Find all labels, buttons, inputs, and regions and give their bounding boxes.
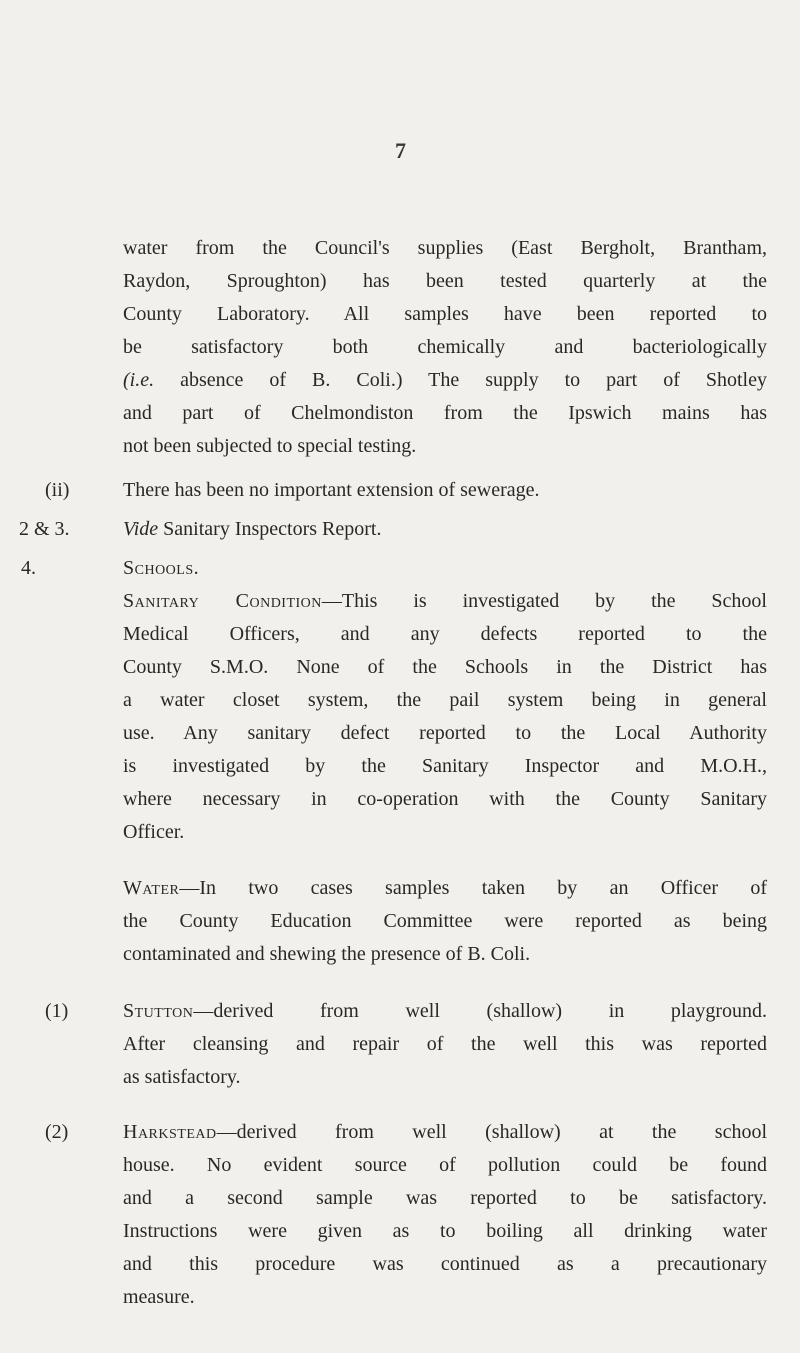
text-line: and a second sample was reported to be satisfactory. (123, 1187, 767, 1209)
text-span: Sanitary Inspectors Report. (158, 518, 382, 540)
lead-term: Sanitary Condition (123, 590, 322, 612)
text-line: is investigated by the Sanitary Inspector and M.O.H., (123, 755, 767, 777)
text-span: absence of B. Coli.) The supply to part of Shotley (154, 369, 767, 391)
text-line (123, 1116, 767, 1149)
text-line: a water closet system, the pail system being in general (123, 689, 767, 711)
italic-text: (i.e. (123, 369, 155, 391)
lead-term: Water (123, 877, 180, 899)
text-span: —This is investigated by the School (321, 590, 767, 612)
lead-term: Harkstead (123, 1121, 217, 1143)
item-number: (2) (45, 1121, 69, 1143)
text-span: —In two cases samples taken by an Officer of (179, 877, 767, 899)
item-number: (ii) (45, 479, 70, 501)
text-line: Instructions were given as to boiling all drinking water (123, 1220, 767, 1242)
sewerage-line: There has been no important extension of sewerage. (123, 479, 540, 501)
text-line: the County Education Committee were reported as being (123, 910, 767, 932)
text-line (123, 364, 767, 397)
text-line: house. No evident source of pollution could be found (123, 1154, 767, 1176)
vide-line (123, 513, 767, 546)
lead-term: Stutton (123, 1000, 194, 1022)
text-line (123, 872, 767, 905)
text-span: —derived from well (shallow) at the school (216, 1121, 767, 1143)
text-line: County Laboratory. All samples have been reported to (123, 303, 767, 325)
text-line: where necessary in co-operation with the County Sanitary (123, 788, 767, 810)
item-number: 4. (21, 557, 36, 579)
text-line: as satisfactory. (123, 1066, 241, 1088)
section-heading: Schools. (123, 557, 200, 579)
text-line: and this procedure was continued as a precautionary (123, 1253, 767, 1275)
text-line: Raydon, Sproughton) has been tested quarterly at the (123, 270, 767, 292)
text-line: After cleansing and repair of the well this was reported (123, 1033, 767, 1055)
text-line (123, 995, 767, 1028)
text-line: not been subjected to special testing. (123, 435, 417, 457)
item-number: 2 & 3. (19, 518, 70, 540)
text-line: water from the Council's supplies (East Bergholt, Brantham, (123, 237, 767, 259)
italic-text: Vide (123, 518, 159, 540)
text-line: County S.M.O. None of the Schools in the District has (123, 656, 767, 678)
text-line: be satisfactory both chemically and bacteriologically (123, 336, 767, 358)
page-number: 7 (395, 138, 406, 163)
text-line: measure. (123, 1286, 195, 1308)
text-line: contaminated and shewing the presence of B. Coli. (123, 943, 531, 965)
text-line: use. Any sanitary defect reported to the Local Authority (123, 722, 767, 744)
text-line: Officer. (123, 821, 185, 843)
item-number: (1) (45, 1000, 69, 1022)
text-line: Medical Officers, and any defects reported to the (123, 623, 767, 645)
text-span: —derived from well (shallow) in playground. (193, 1000, 767, 1022)
text-line (123, 585, 767, 618)
text-line: and part of Chelmondiston from the Ipswich mains has (123, 402, 767, 424)
